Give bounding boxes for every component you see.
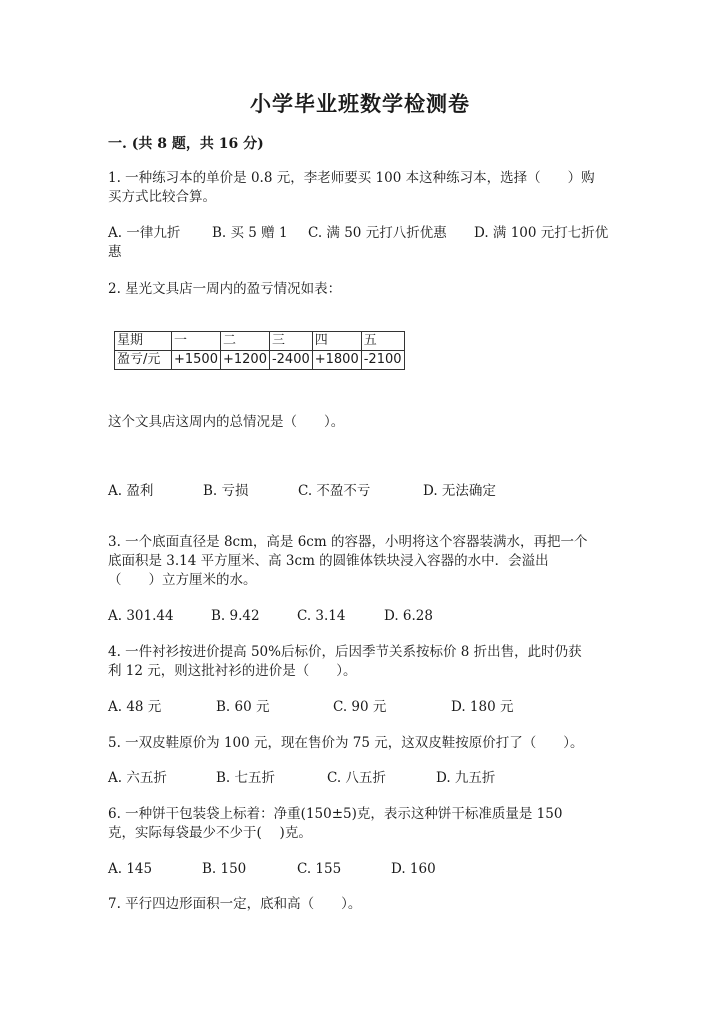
question-3-option-a: A. 301.44 xyxy=(108,608,174,624)
question-1-option-d-wrap: 惠 xyxy=(108,244,122,260)
question-3-option-b: B. 9.42 xyxy=(211,608,260,624)
table-cell: 二 xyxy=(220,332,269,351)
question-3-option-c: C. 3.14 xyxy=(297,608,346,624)
question-1-option-b: B. 买 5 赠 1 xyxy=(212,225,288,241)
table-header-row xyxy=(115,332,405,351)
question-2-prompt: 这个文具店这周内的总情况是（ ）。 xyxy=(108,414,345,430)
question-1-line-1: 1. 一种练习本的单价是 0.8 元，李老师要买 100 本这种练习本，选择（ ）购 xyxy=(108,170,595,186)
question-6-option-a: A. 145 xyxy=(108,861,153,877)
question-4-option-a: A. 48 元 xyxy=(108,699,162,715)
table-cell: +1200 xyxy=(220,351,269,370)
table-cell: 五 xyxy=(361,332,404,351)
question-3-line-2: 底面积是 3.14 平方厘米、高 3cm 的圆锥体铁块浸入容器的水中．会溢出 xyxy=(108,553,549,569)
question-3-line-1: 3. 一个底面直径是 8cm，高是 6cm 的容器，小明将这个容器装满水，再把一个 xyxy=(108,534,588,550)
profit-table xyxy=(114,331,405,370)
question-6-option-c: C. 155 xyxy=(297,861,342,877)
table-cell: 盈亏/元 xyxy=(115,351,172,370)
table-cell: -2400 xyxy=(269,351,312,370)
section-heading: 一. (共 8 题，共 16 分) xyxy=(108,136,264,152)
question-5-option-d: D. 九五折 xyxy=(436,770,496,786)
table-cell: +1500 xyxy=(172,351,221,370)
question-6-option-d: D. 160 xyxy=(391,861,436,877)
question-3-option-d: D. 6.28 xyxy=(384,608,433,624)
question-1-option-a: A. 一律九折 xyxy=(108,225,181,241)
question-4-option-d: D. 180 元 xyxy=(451,699,514,715)
question-4-line-1: 4. 一件衬衫按进价提高 50%后标价，后因季节关系按标价 8 折出售，此时仍获 xyxy=(108,644,582,660)
question-4-line-2: 利 12 元，则这批衬衫的进价是（ ）。 xyxy=(108,663,357,679)
page-title: 小学毕业班数学检测卷 xyxy=(250,91,470,116)
question-3-line-3: （ ）立方厘米的水。 xyxy=(108,572,257,588)
question-2-option-d: D. 无法确定 xyxy=(423,483,496,499)
table-cell: +1800 xyxy=(312,351,361,370)
table-cell: -2100 xyxy=(361,351,404,370)
table-row xyxy=(115,351,405,370)
question-6-line-2: 克，实际每袋最少不少于( )克。 xyxy=(108,825,312,841)
question-4-option-c: C. 90 元 xyxy=(333,699,387,715)
question-5-option-c: C. 八五折 xyxy=(327,770,386,786)
question-6-line-1: 6. 一种饼干包装袋上标着：净重(150±5)克，表示这种饼干标准质量是 150 xyxy=(108,806,563,822)
question-5-line-1: 5. 一双皮鞋原价为 100 元，现在售价为 75 元，这双皮鞋按原价打了（ ）。 xyxy=(108,735,584,751)
table-cell: 一 xyxy=(172,332,221,351)
table-cell: 四 xyxy=(312,332,361,351)
question-6-option-b: B. 150 xyxy=(202,861,247,877)
question-2-option-b: B. 亏损 xyxy=(203,483,249,499)
question-5-option-b: B. 七五折 xyxy=(216,770,276,786)
question-2-option-a: A. 盈利 xyxy=(108,483,154,499)
question-1-line-2: 买方式比较合算。 xyxy=(108,189,216,205)
question-2-option-c: C. 不盈不亏 xyxy=(298,483,371,499)
table-cell: 三 xyxy=(269,332,312,351)
question-7-line-1: 7. 平行四边形面积一定，底和高（ ）。 xyxy=(108,896,362,912)
question-2-line-1: 2. 星光文具店一周内的盈亏情况如表： xyxy=(108,281,342,297)
question-1-option-c: C. 满 50 元打八折优惠 xyxy=(308,225,447,241)
question-5-option-a: A. 六五折 xyxy=(108,770,167,786)
table-cell: 星期 xyxy=(115,332,172,351)
question-4-option-b: B. 60 元 xyxy=(216,699,270,715)
question-1-option-d: D. 满 100 元打七折优 xyxy=(474,225,609,241)
